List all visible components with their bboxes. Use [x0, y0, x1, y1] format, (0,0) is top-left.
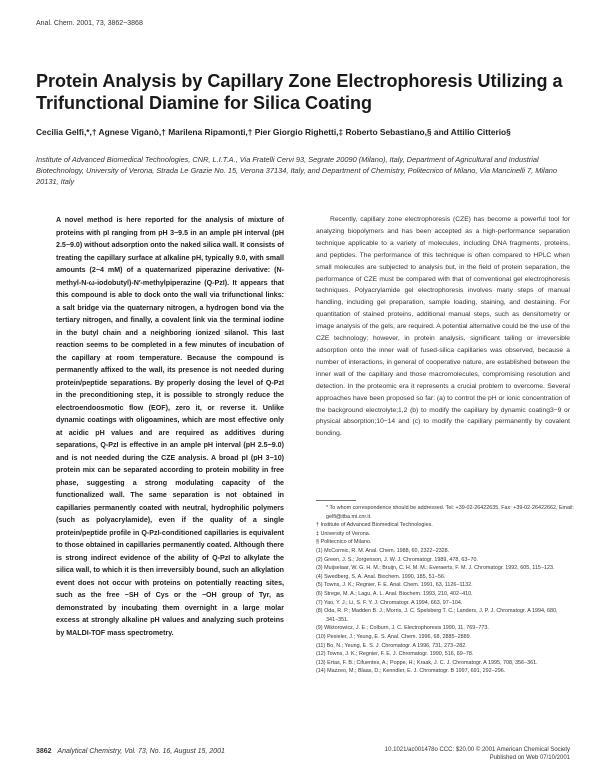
- article-title: Protein Analysis by Capillary Zone Electrophoresis Utilizing a Trifunctional Diamine for Silica Coating: [36, 71, 563, 113]
- journal-line: Analytical Chemistry, Vol. 73, No. 16, August 15, 2001: [57, 748, 225, 755]
- reference-item: (11) Bo, N.; Yeung, E. S. J. Chromatogr. A 1996, 731, 273−282.: [316, 642, 467, 649]
- reference-item: (12) Towns, J. K.; Regnier, F. E. J. Chromatogr. 1990, 516, 69−78.: [316, 651, 474, 658]
- reference-item: (4) Swedberg, S. A. Anal. Biochem. 1990, 185, 51−56.: [316, 573, 446, 580]
- affiliations: Institute of Advanced Biomedical Technologies, CNR, L.I.T.A., Via Fratelli Cervi 93, Segrate 20090 (Milano), Italy, Department of Agricultural and Industrial Biotechnology, University of Verona, Strada Le Grazie No. 15, Verona 37134, Italy, and Department of Chemistry, Politecnico of Milano, Via Mancinelli 7, Milano 20131, Italy: [36, 155, 558, 187]
- reference-item: (3) Muijselaar, W. G. H. M.; Bruijn, C. H. M. M.; Everaerts, F. M. J. Chromatogr. 1992, 605, 115−123.: [316, 565, 555, 572]
- affiliation-mark: § Politecnico of Milano.: [316, 539, 372, 546]
- reference-item: (13) Ertas, F. B.; Cifuentes, A.; Poppe, H.; Kraak, J. C. J. Chromatogr. A 1995, 708, 356−361.: [316, 659, 538, 666]
- reference-item: (7) Yao, Y. J.; Li, S. F. Y. J. Chromatogr. A 1994, 663, 97−104.: [316, 599, 463, 606]
- page-footer-left: [36, 748, 225, 755]
- reference-item: (1) McCormic, R. M. Anal. Chem. 1988, 60, 2322−2328.: [316, 547, 450, 554]
- author-list: Cecilia Gelfi,*,† Agnese Viganò,† Marilena Ripamonti,† Pier Giorgio Righetti,‡ Roberto Sebastiano,§ and Attilio Citterio§: [36, 127, 511, 137]
- correspondence-note: * To whom correspondence should be addressed. Tel: +39-02-26422635. Fax: +39-02-26422662. Email: gelfi@itba.mi.cnr.it.: [326, 505, 574, 520]
- reference-item: (5) Towns, J. K.; Regnier, F. E. Anal. Chem. 1991, 63, 1126−1132.: [316, 582, 473, 589]
- abstract: A novel method is here reported for the analysis of mixture of proteins with pI ranging from pH 3−9.5 in an ample pH interval (pH 2.5−9.0) without adsorption onto the naked silica wall. It consists of treating the capillary surface at alkaline pH, typically 9.0, with small amounts (2−4 mM) of a quaternarized piperazine derivative: (N-methyl-N-ω-iodobutyl)-N′-methylpiperazine (Q-PzI). It appears that this compound is able to dock onto the wall via trifunctional links: a salt bridge via the quaternary nitrogen, a hydrogen bond via the tertiary nitrogen, and finally, a covalent link via the terminal iodine in the butyl chain and a neighboring ionized silanol. This last reaction seems to be completed in a few minutes of incubation of the capillary at room temperature. Because the compound is permanently affixed to the wall, its presence is not needed during protein/peptide separations. By properly dosing the level of Q-PzI in the preconditioning step, it is possible to strongly reduce the electroendoosmotic flow (EOF), zero it, or reverse it. Unlike dynamic coatings with oligoamines, which are most effective only at acidic pH values and are required as additives during separations, Q-PzI is effective in an ample pH interval (pH 2.5−9.0) and is not needed during the CZE analysis. A broad pI (pH 3−10) protein mix can be separated according to protein mobility in free phase, suggesting a strong modulating capacity of the functionalized wall. The same separation is not obtained in capillaries permanently coated with neutral, hydrophilic polymers (such as polyacrylamide), even if the quality of a single protein/peptide profile in Q-PzI-conditioned capillaries is equivalent to those obtained in capillaries permanently coated. Although there is strong indirect evidence of the ability of Q-PzI to alkylate the silica wall, to which it is then irreversibly bound, such an alkylation event does not occur with proteins on potentially reacting sites, such as the free −SH of Cys or the −OH group of Tyr, as demonstrated by incubating them overnight in a large molar excess at strongly alkaline pH values and analyzing such proteins by MALDI-TOF mass spectrometry.: [56, 216, 284, 637]
- affiliation-mark: † Institute of Advanced Biomedical Technologies.: [316, 522, 433, 529]
- reference-item: (9) Wiktorowicz, J. E.; Colburn, J. C. Electrophoresis 1990, 11, 769−773.: [316, 625, 489, 632]
- reference-item: (6) Strege, M. A.; Lagu, A. L. Anal. Biochem. 1993, 210, 402−410.: [316, 590, 473, 597]
- reference-item: (10) Pesieler, J.; Yeung, E. S. Anal. Chem. 1996, 68, 2885−2889.: [316, 633, 472, 640]
- introduction-paragraph: Recently, capillary zone electrophoresis (CZE) has become a powerful tool for analyzing biopolymers and has been accepted as a high-performance separation technique applicable to a variety of molecules, including DNA fragments, proteins, and peptides. The performance of this technique is often compared to HPLC when small molecules are subjected to analysis but, in the field of protein separation, the performance of CZE must be compared with that of conventional gel electrophoresis techniques. Polyacrylamide gel electrophoresis involves many steps of manual handling, including gel preparation, sample loading, staining, and destaining. For quantitation of stained proteins, additional manual steps, such as densitometry or image analysis of the gels, are required. A potential alternative could be the use of the CZE technology; however, in protein analysis, significant tailing or irreversible adsorption onto the inner wall of fused-silica capillaries was observed, because a number of interactions, in general of cooperative nature, are established between the inner wall of the capillary and those macromolecules, compromising resolution and detection. In the proteomic era it represents a crucial problem to overcome. Several approaches have been proposed so far: (a) to control the pH or ionic concentration of the background electrolyte;1,2 (b) to modify the capillary by dynamic coating3−9 or physical absorption;10−14 and (c) to modify the capillary permanently by covalent bonding.: [316, 216, 570, 438]
- reference-item: (8) Oda, R. P.; Madden B. J.; Morris, J. C. Spelsberg T. C.; Landers, J. P. J. Chromatogr. A 1994, 680, 341−351.: [316, 608, 558, 623]
- page-number: 3862: [36, 748, 52, 755]
- published-line: Published on Web 07/10/2001: [489, 755, 570, 761]
- footnote-divider: [316, 500, 356, 501]
- footnote-list: [316, 504, 574, 676]
- reference-item: (14) Mazzeo, M.; Blaas, D.; Kenndler, E. J. Chromatogr. B 1997, 691, 292−296.: [316, 668, 506, 675]
- affiliation-mark: ‡ University of Verona.: [316, 530, 371, 537]
- page-footer-right: [385, 746, 570, 762]
- reference-item: (2) Green, J. S.; Jorgenson, J. W. J. Chromatogr. 1989, 478, 63−70.: [316, 556, 478, 563]
- doi-line: 10.1021/ac001478o CCC: $20.00 © 2001 American Chemical Society: [384, 747, 570, 753]
- journal-reference: Anal. Chem. 2001, 73, 3862−3868: [36, 20, 143, 27]
